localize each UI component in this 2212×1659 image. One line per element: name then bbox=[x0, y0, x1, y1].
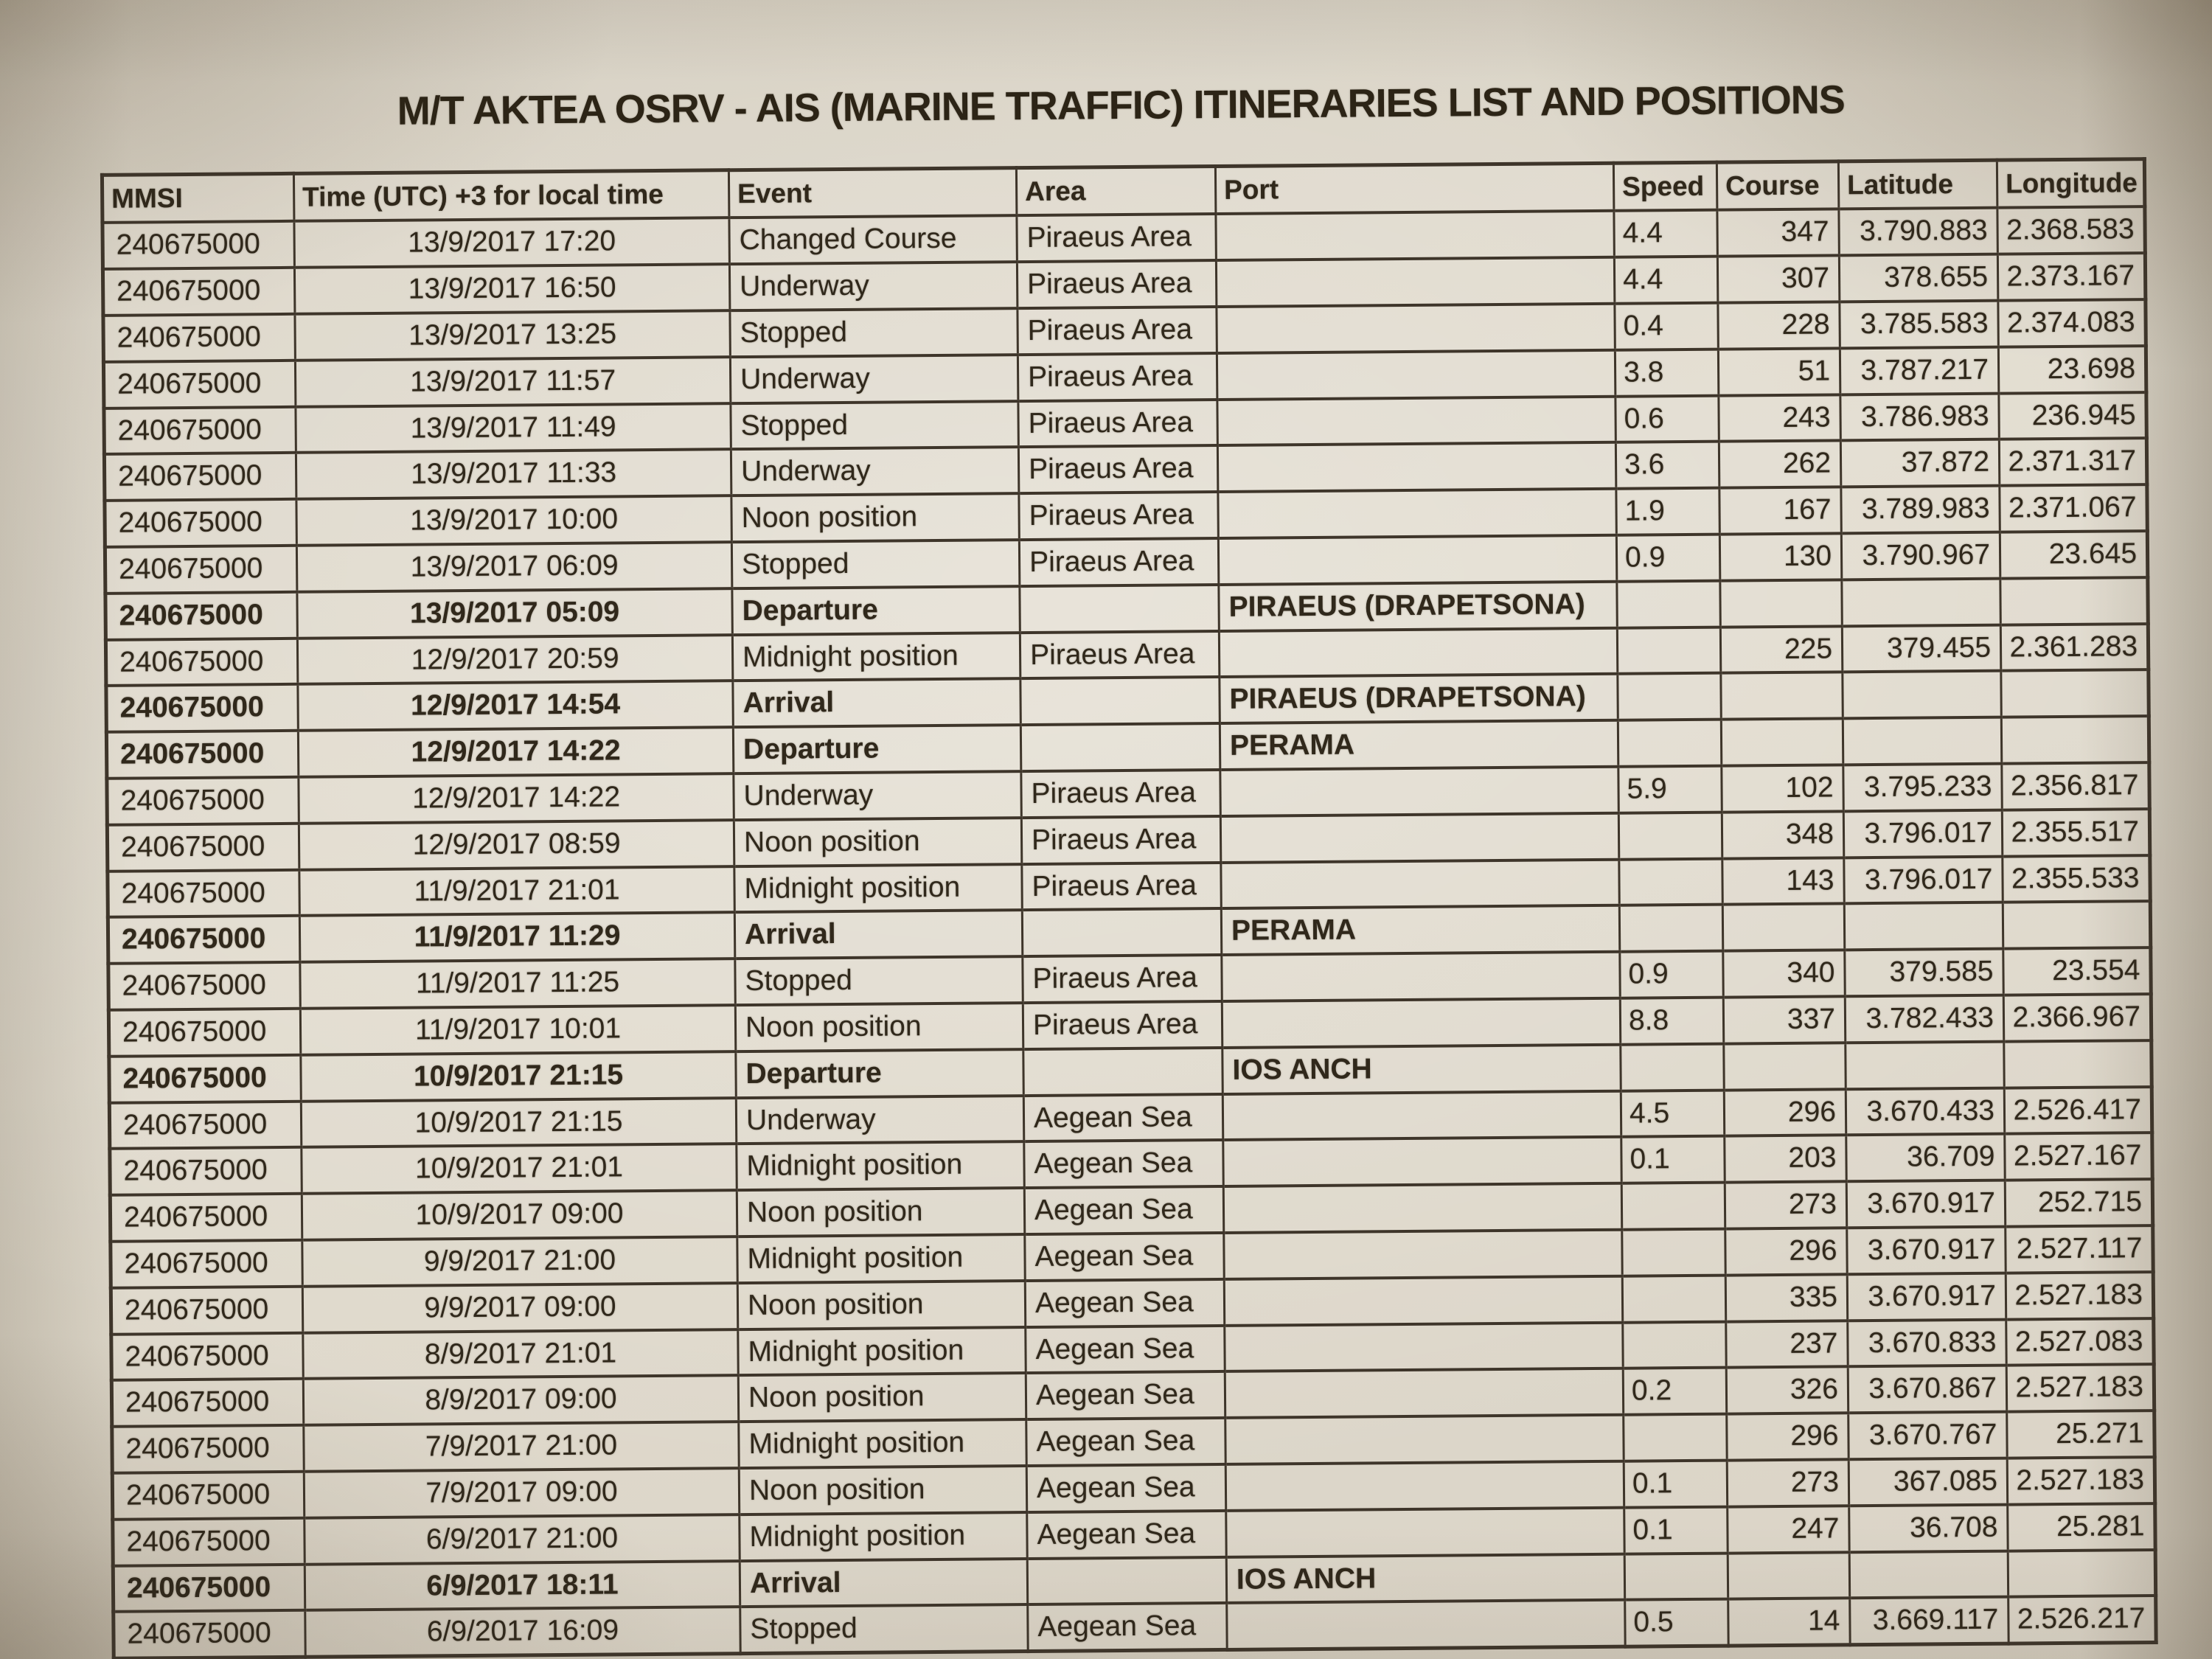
cell-latitude: 37.872 bbox=[1840, 439, 1999, 487]
cell-course: 262 bbox=[1719, 441, 1840, 488]
cell-latitude: 3.670.917 bbox=[1847, 1273, 2006, 1320]
cell-event: Midnight position bbox=[734, 864, 1022, 913]
cell-port bbox=[1226, 1507, 1624, 1557]
cell-course: 296 bbox=[1727, 1413, 1848, 1461]
cell-course bbox=[1720, 580, 1842, 627]
cell-latitude bbox=[1842, 579, 2000, 626]
cell-longitude: 2.356.817 bbox=[2002, 762, 2149, 810]
cell-port bbox=[1217, 396, 1615, 445]
cell-mmsi: 240675000 bbox=[108, 869, 299, 917]
cell-time: 13/9/2017 16:50 bbox=[294, 264, 729, 313]
cell-mmsi: 240675000 bbox=[111, 1287, 302, 1335]
cell-time: 8/9/2017 21:01 bbox=[303, 1329, 738, 1379]
cell-latitude bbox=[1849, 1551, 2008, 1598]
cell-area: Piraeus Area bbox=[1021, 770, 1220, 818]
cell-event: Arrival bbox=[734, 911, 1022, 959]
column-header-time: Time (UTC) +3 for local time bbox=[293, 170, 728, 222]
cell-port bbox=[1225, 1368, 1623, 1418]
cell-time: 10/9/2017 21:01 bbox=[302, 1144, 737, 1194]
cell-course: 296 bbox=[1725, 1228, 1847, 1275]
column-header-port: Port bbox=[1215, 163, 1613, 214]
cell-course: 167 bbox=[1719, 487, 1841, 535]
cell-time: 12/9/2017 20:59 bbox=[297, 635, 732, 684]
cell-speed bbox=[1624, 1553, 1728, 1600]
cell-latitude: 3.670.867 bbox=[1848, 1366, 2006, 1413]
cell-course: 296 bbox=[1724, 1089, 1846, 1136]
cell-latitude: 3.670.767 bbox=[1848, 1412, 2007, 1459]
cell-event: Underway bbox=[734, 771, 1021, 820]
cell-longitude bbox=[2008, 1550, 2155, 1597]
cell-event: Stopped bbox=[740, 1604, 1028, 1653]
cell-time: 11/9/2017 21:01 bbox=[299, 866, 734, 916]
cell-longitude: 25.271 bbox=[2007, 1411, 2154, 1458]
cell-mmsi: 240675000 bbox=[109, 1101, 301, 1149]
cell-speed: 0.1 bbox=[1621, 1136, 1725, 1183]
cell-time: 6/9/2017 21:00 bbox=[305, 1514, 740, 1564]
cell-longitude bbox=[2003, 902, 2150, 949]
cell-speed: 0.9 bbox=[1620, 951, 1723, 998]
cell-mmsi: 240675000 bbox=[110, 1147, 302, 1195]
cell-port bbox=[1222, 952, 1620, 1001]
cell-course: 273 bbox=[1725, 1182, 1846, 1229]
cell-course bbox=[1721, 672, 1843, 720]
cell-area bbox=[1027, 1557, 1226, 1605]
cell-mmsi: 240675000 bbox=[104, 453, 296, 501]
cell-port bbox=[1217, 350, 1615, 400]
cell-mmsi: 240675000 bbox=[105, 592, 297, 640]
cell-event: Changed Course bbox=[729, 216, 1017, 265]
column-header-latitude: Latitude bbox=[1838, 160, 1997, 209]
cell-time: 13/9/2017 11:49 bbox=[296, 403, 731, 453]
cell-area: Aegean Sea bbox=[1025, 1233, 1224, 1281]
cell-area: Piraeus Area bbox=[1019, 492, 1218, 540]
cell-port bbox=[1218, 489, 1616, 538]
cell-mmsi: 240675000 bbox=[102, 268, 294, 316]
cell-speed bbox=[1621, 1043, 1724, 1091]
cell-speed: 0.6 bbox=[1615, 395, 1719, 442]
cell-speed bbox=[1619, 905, 1722, 952]
cell-time: 12/9/2017 14:22 bbox=[298, 727, 733, 776]
cell-mmsi: 240675000 bbox=[110, 1194, 302, 1242]
cell-speed: 8.8 bbox=[1620, 998, 1723, 1045]
cell-course: 14 bbox=[1728, 1599, 1850, 1646]
cell-port bbox=[1223, 1183, 1621, 1233]
cell-latitude: 3.796.017 bbox=[1843, 810, 2002, 857]
cell-port bbox=[1220, 813, 1618, 863]
cell-longitude: 23.645 bbox=[2000, 531, 2147, 578]
cell-event: Underway bbox=[731, 448, 1018, 496]
cell-course: 130 bbox=[1719, 533, 1841, 580]
cell-time: 13/9/2017 10:00 bbox=[296, 495, 731, 545]
cell-speed bbox=[1623, 1321, 1726, 1368]
cell-time: 13/9/2017 05:09 bbox=[297, 588, 732, 638]
cell-speed bbox=[1617, 627, 1720, 674]
column-header-event: Event bbox=[728, 168, 1016, 218]
cell-port bbox=[1217, 442, 1615, 492]
cell-area bbox=[1020, 585, 1219, 633]
cell-latitude: 3.790.967 bbox=[1841, 532, 2000, 580]
cell-area: Aegean Sea bbox=[1026, 1418, 1225, 1466]
cell-event: Departure bbox=[736, 1049, 1023, 1098]
cell-speed: 0.9 bbox=[1616, 535, 1719, 582]
cell-port: PERAMA bbox=[1221, 905, 1619, 955]
cell-time: 10/9/2017 09:00 bbox=[302, 1190, 737, 1239]
cell-area: Piraeus Area bbox=[1023, 1001, 1222, 1049]
cell-mmsi: 240675000 bbox=[106, 731, 298, 779]
cell-event: Departure bbox=[732, 586, 1020, 635]
cell-longitude: 2.366.967 bbox=[2003, 994, 2151, 1041]
cell-latitude bbox=[1846, 1041, 2004, 1088]
cell-longitude: 23.698 bbox=[1998, 346, 2146, 393]
cell-port bbox=[1223, 1137, 1621, 1186]
cell-area bbox=[1020, 677, 1220, 725]
column-header-mmsi: MMSI bbox=[102, 173, 294, 223]
cell-course: 51 bbox=[1718, 348, 1840, 395]
cell-event: Noon position bbox=[738, 1373, 1026, 1422]
cell-time: 13/9/2017 11:57 bbox=[295, 357, 730, 406]
cell-port bbox=[1220, 767, 1618, 816]
cell-event: Stopped bbox=[730, 308, 1018, 357]
cell-latitude: 3.782.433 bbox=[1845, 995, 2003, 1043]
cell-mmsi: 240675000 bbox=[113, 1518, 305, 1566]
cell-course: 225 bbox=[1720, 626, 1842, 673]
cell-mmsi: 240675000 bbox=[107, 824, 299, 872]
cell-event: Midnight position bbox=[738, 1327, 1026, 1376]
cell-course: 335 bbox=[1725, 1274, 1847, 1321]
cell-longitude: 2.527.167 bbox=[2005, 1133, 2152, 1180]
cell-speed bbox=[1618, 673, 1721, 720]
cell-time: 12/9/2017 08:59 bbox=[299, 820, 734, 869]
cell-mmsi: 240675000 bbox=[108, 916, 299, 964]
cell-port: IOS ANCH bbox=[1226, 1554, 1624, 1603]
cell-longitude: 2.373.167 bbox=[1997, 253, 2145, 300]
cell-speed bbox=[1617, 580, 1720, 627]
cell-mmsi: 240675000 bbox=[111, 1240, 302, 1288]
cell-mmsi: 240675000 bbox=[105, 499, 296, 547]
cell-time: 11/9/2017 11:29 bbox=[299, 913, 734, 962]
cell-latitude bbox=[1844, 902, 2003, 950]
cell-mmsi: 240675000 bbox=[109, 1055, 301, 1103]
cell-longitude bbox=[2001, 716, 2149, 763]
cell-latitude: 3.796.017 bbox=[1844, 856, 2003, 903]
cell-area: Piraeus Area bbox=[1017, 214, 1216, 262]
cell-speed: 0.4 bbox=[1615, 303, 1718, 350]
cell-time: 7/9/2017 21:00 bbox=[304, 1422, 739, 1471]
cell-mmsi: 240675000 bbox=[112, 1472, 304, 1520]
cell-event: Arrival bbox=[733, 679, 1020, 728]
cell-time: 10/9/2017 21:15 bbox=[301, 1051, 736, 1101]
cell-area: Aegean Sea bbox=[1025, 1279, 1224, 1327]
cell-speed: 4.4 bbox=[1614, 257, 1717, 304]
cell-longitude: 2.368.583 bbox=[1997, 207, 2145, 254]
cell-area bbox=[1022, 908, 1221, 956]
cell-speed: 3.8 bbox=[1615, 349, 1718, 397]
cell-latitude: 3.790.883 bbox=[1839, 208, 1997, 255]
cell-course: 326 bbox=[1726, 1367, 1848, 1414]
cell-latitude: 3.786.983 bbox=[1840, 393, 1999, 440]
cell-course: 247 bbox=[1728, 1506, 1849, 1553]
cell-port bbox=[1222, 998, 1620, 1048]
cell-event: Noon position bbox=[734, 818, 1021, 866]
cell-port: PIRAEUS (DRAPETSONA) bbox=[1219, 582, 1617, 631]
cell-port bbox=[1225, 1322, 1623, 1371]
cell-event: Noon position bbox=[735, 1003, 1023, 1051]
paper-sheet bbox=[100, 74, 2154, 1659]
cell-area: Aegean Sea bbox=[1024, 1186, 1223, 1234]
cell-event: Stopped bbox=[735, 956, 1023, 1005]
cell-time: 13/9/2017 06:09 bbox=[296, 542, 731, 591]
cell-time: 13/9/2017 13:25 bbox=[295, 310, 730, 360]
cell-latitude: 3.795.233 bbox=[1843, 764, 2002, 811]
page-title: M/T AKTEA OSRV - AIS (MARINE TRAFFIC) ITINERARIES LIST AND POSITIONS bbox=[397, 77, 1845, 133]
cell-area: Piraeus Area bbox=[1021, 816, 1220, 864]
cell-latitude: 3.789.983 bbox=[1841, 486, 2000, 533]
cell-course: 348 bbox=[1722, 811, 1843, 858]
cell-port bbox=[1227, 1600, 1625, 1650]
cell-speed: 0.2 bbox=[1623, 1368, 1726, 1415]
cell-longitude: 2.371.067 bbox=[2000, 484, 2147, 532]
cell-port bbox=[1224, 1276, 1622, 1326]
cell-event: Stopped bbox=[731, 401, 1018, 450]
cell-event: Midnight position bbox=[737, 1234, 1025, 1283]
cell-port bbox=[1221, 859, 1619, 908]
cell-port bbox=[1219, 627, 1617, 677]
cell-area: Aegean Sea bbox=[1026, 1464, 1225, 1512]
cell-area: Aegean Sea bbox=[1023, 1094, 1222, 1142]
cell-longitude bbox=[2001, 670, 2149, 717]
cell-event: Noon position bbox=[739, 1466, 1026, 1514]
cell-event: Stopped bbox=[731, 540, 1019, 588]
cell-course: 243 bbox=[1719, 394, 1840, 442]
cell-event: Midnight position bbox=[737, 1141, 1024, 1190]
cell-area: Piraeus Area bbox=[1018, 353, 1217, 401]
cell-course: 273 bbox=[1727, 1459, 1848, 1506]
cell-area: Aegean Sea bbox=[1027, 1511, 1226, 1559]
cell-event: Departure bbox=[733, 725, 1020, 773]
cell-speed bbox=[1618, 812, 1722, 859]
cell-latitude: 3.669.117 bbox=[1850, 1597, 2008, 1645]
cell-speed bbox=[1618, 720, 1721, 767]
column-header-course: Course bbox=[1717, 161, 1839, 210]
cell-latitude: 379.585 bbox=[1845, 949, 2003, 996]
cell-speed: 3.6 bbox=[1615, 442, 1719, 489]
cell-port bbox=[1225, 1461, 1624, 1511]
cell-mmsi: 240675000 bbox=[113, 1564, 305, 1612]
cell-area: Piraeus Area bbox=[1018, 307, 1217, 355]
cell-speed: 0.1 bbox=[1624, 1506, 1728, 1554]
cell-area: Aegean Sea bbox=[1024, 1140, 1223, 1188]
cell-speed bbox=[1622, 1229, 1725, 1276]
cell-course: 340 bbox=[1723, 950, 1845, 998]
cell-latitude: 3.670.833 bbox=[1848, 1319, 2006, 1366]
cell-area: Aegean Sea bbox=[1026, 1326, 1225, 1374]
cell-port bbox=[1216, 257, 1614, 307]
cell-longitude: 2.371.317 bbox=[1999, 439, 2146, 486]
cell-longitude: 2.527.083 bbox=[2006, 1318, 2154, 1366]
cell-latitude bbox=[1843, 717, 2001, 765]
cell-area: Piraeus Area bbox=[1022, 863, 1221, 911]
cell-time: 8/9/2017 09:00 bbox=[303, 1376, 738, 1425]
cell-time: 10/9/2017 21:15 bbox=[301, 1098, 736, 1147]
cell-latitude: 36.708 bbox=[1849, 1504, 2008, 1551]
cell-speed: 4.4 bbox=[1614, 210, 1717, 257]
cell-longitude: 2.526.417 bbox=[2004, 1087, 2152, 1134]
cell-speed: 0.1 bbox=[1624, 1461, 1727, 1508]
cell-mmsi: 240675000 bbox=[103, 361, 295, 408]
cell-mmsi: 240675000 bbox=[104, 406, 296, 454]
cell-area bbox=[1023, 1048, 1222, 1096]
cell-latitude: 3.670.917 bbox=[1847, 1227, 2006, 1274]
cell-mmsi: 240675000 bbox=[102, 221, 294, 269]
cell-course: 337 bbox=[1723, 996, 1845, 1043]
cell-course: 347 bbox=[1717, 209, 1839, 257]
cell-area: Piraeus Area bbox=[1017, 260, 1216, 308]
cell-event: Underway bbox=[730, 355, 1018, 403]
cell-area: Aegean Sea bbox=[1026, 1371, 1225, 1419]
cell-port bbox=[1218, 535, 1616, 585]
cell-time: 9/9/2017 21:00 bbox=[302, 1237, 737, 1286]
cell-port bbox=[1222, 1091, 1621, 1140]
cell-event: Midnight position bbox=[739, 1419, 1026, 1468]
cell-latitude: 3.787.217 bbox=[1840, 347, 1998, 394]
cell-mmsi: 240675000 bbox=[108, 1009, 300, 1057]
cell-mmsi: 240675000 bbox=[111, 1332, 303, 1380]
cell-time: 11/9/2017 10:01 bbox=[300, 1005, 735, 1054]
cell-mmsi: 240675000 bbox=[107, 777, 299, 825]
cell-course: 307 bbox=[1717, 256, 1839, 303]
cell-event: Noon position bbox=[737, 1281, 1025, 1329]
cell-latitude: 3.670.917 bbox=[1846, 1180, 2005, 1228]
cell-area bbox=[1020, 723, 1220, 771]
cell-latitude: 378.655 bbox=[1839, 254, 1997, 302]
cell-course: 237 bbox=[1726, 1321, 1848, 1368]
cell-speed: 4.5 bbox=[1621, 1090, 1724, 1137]
cell-longitude: 2.527.183 bbox=[2006, 1272, 2153, 1319]
cell-event: Midnight position bbox=[732, 633, 1020, 681]
cell-event: Noon position bbox=[737, 1188, 1024, 1237]
cell-mmsi: 240675000 bbox=[111, 1379, 303, 1427]
cell-speed bbox=[1621, 1183, 1725, 1230]
cell-mmsi: 240675000 bbox=[112, 1425, 304, 1473]
cell-time: 11/9/2017 11:25 bbox=[300, 959, 735, 1008]
cell-longitude: 2.527.183 bbox=[2007, 1457, 2154, 1504]
column-header-area: Area bbox=[1016, 167, 1216, 216]
cell-longitude: 2.527.117 bbox=[2006, 1225, 2153, 1273]
cell-area: Aegean Sea bbox=[1028, 1603, 1227, 1651]
cell-event: Underway bbox=[736, 1096, 1023, 1144]
cell-course bbox=[1728, 1552, 1849, 1599]
cell-port bbox=[1216, 211, 1614, 260]
cell-area: Piraeus Area bbox=[1018, 445, 1217, 493]
cell-area: Piraeus Area bbox=[1020, 631, 1219, 679]
cell-longitude: 236.945 bbox=[1999, 392, 2146, 439]
cell-speed bbox=[1619, 858, 1722, 905]
cell-speed: 5.9 bbox=[1618, 766, 1722, 813]
cell-mmsi: 240675000 bbox=[106, 684, 298, 732]
cell-port bbox=[1225, 1415, 1624, 1464]
cell-event: Midnight position bbox=[740, 1512, 1027, 1561]
cell-speed bbox=[1624, 1414, 1727, 1461]
cell-mmsi: 240675000 bbox=[105, 638, 297, 686]
cell-course: 102 bbox=[1722, 765, 1843, 812]
cell-time: 13/9/2017 17:20 bbox=[294, 218, 729, 268]
cell-latitude bbox=[1843, 671, 2001, 718]
cell-event: Noon position bbox=[731, 493, 1019, 542]
cell-port bbox=[1224, 1230, 1622, 1279]
cell-longitude: 2.527.183 bbox=[2006, 1364, 2154, 1411]
cell-time: 13/9/2017 11:33 bbox=[296, 450, 731, 499]
cell-area: Piraeus Area bbox=[1019, 538, 1218, 586]
cell-event: Arrival bbox=[740, 1559, 1027, 1607]
table-body bbox=[102, 207, 2156, 1659]
cell-mmsi: 240675000 bbox=[103, 314, 295, 362]
cell-course bbox=[1724, 1043, 1846, 1090]
cell-port bbox=[1217, 304, 1615, 353]
cell-longitude: 2.355.517 bbox=[2002, 809, 2149, 856]
cell-event: Underway bbox=[729, 262, 1017, 310]
column-header-speed: Speed bbox=[1613, 162, 1717, 211]
cell-speed: 0.5 bbox=[1625, 1599, 1728, 1646]
cell-latitude: 3.670.433 bbox=[1846, 1088, 2004, 1135]
cell-time: 7/9/2017 09:00 bbox=[304, 1468, 739, 1517]
cell-speed: 1.9 bbox=[1616, 488, 1719, 535]
cell-area: Piraeus Area bbox=[1018, 400, 1217, 448]
cell-course bbox=[1722, 904, 1844, 951]
cell-latitude: 379.455 bbox=[1842, 625, 2000, 672]
cell-time: 6/9/2017 16:09 bbox=[305, 1607, 740, 1658]
cell-mmsi: 240675000 bbox=[108, 962, 300, 1010]
cell-port: PIRAEUS (DRAPETSONA) bbox=[1220, 674, 1618, 723]
cell-longitude bbox=[2000, 577, 2148, 625]
cell-longitude: 2.355.533 bbox=[2003, 855, 2150, 902]
cell-time: 12/9/2017 14:22 bbox=[299, 773, 734, 823]
cell-time: 12/9/2017 14:54 bbox=[298, 681, 733, 731]
cell-course: 143 bbox=[1722, 858, 1844, 905]
cell-longitude: 2.374.083 bbox=[1998, 299, 2146, 347]
column-header-longitude: Longitude bbox=[1997, 159, 2145, 208]
cell-longitude: 2.526.217 bbox=[2008, 1596, 2156, 1644]
cell-latitude: 367.085 bbox=[1848, 1458, 2007, 1506]
cell-course bbox=[1721, 719, 1843, 766]
cell-longitude bbox=[2004, 1040, 2152, 1088]
cell-mmsi: 240675000 bbox=[114, 1610, 305, 1658]
cell-port: IOS ANCH bbox=[1222, 1045, 1621, 1094]
itinerary-table bbox=[100, 157, 2158, 1659]
cell-time: 6/9/2017 18:11 bbox=[305, 1561, 740, 1610]
cell-course: 228 bbox=[1718, 302, 1840, 349]
cell-longitude: 2.361.283 bbox=[2000, 624, 2148, 671]
cell-mmsi: 240675000 bbox=[105, 546, 296, 594]
cell-time: 9/9/2017 09:00 bbox=[302, 1283, 737, 1332]
cell-latitude: 3.785.583 bbox=[1840, 301, 1998, 348]
cell-speed bbox=[1622, 1275, 1725, 1322]
cell-course: 203 bbox=[1725, 1135, 1846, 1183]
cell-longitude: 25.281 bbox=[2008, 1503, 2155, 1551]
cell-longitude: 23.554 bbox=[2003, 947, 2151, 995]
cell-area: Piraeus Area bbox=[1023, 955, 1222, 1003]
cell-longitude: 252.715 bbox=[2005, 1179, 2152, 1226]
cell-latitude: 36.709 bbox=[1846, 1134, 2005, 1181]
cell-port: PERAMA bbox=[1220, 720, 1618, 770]
